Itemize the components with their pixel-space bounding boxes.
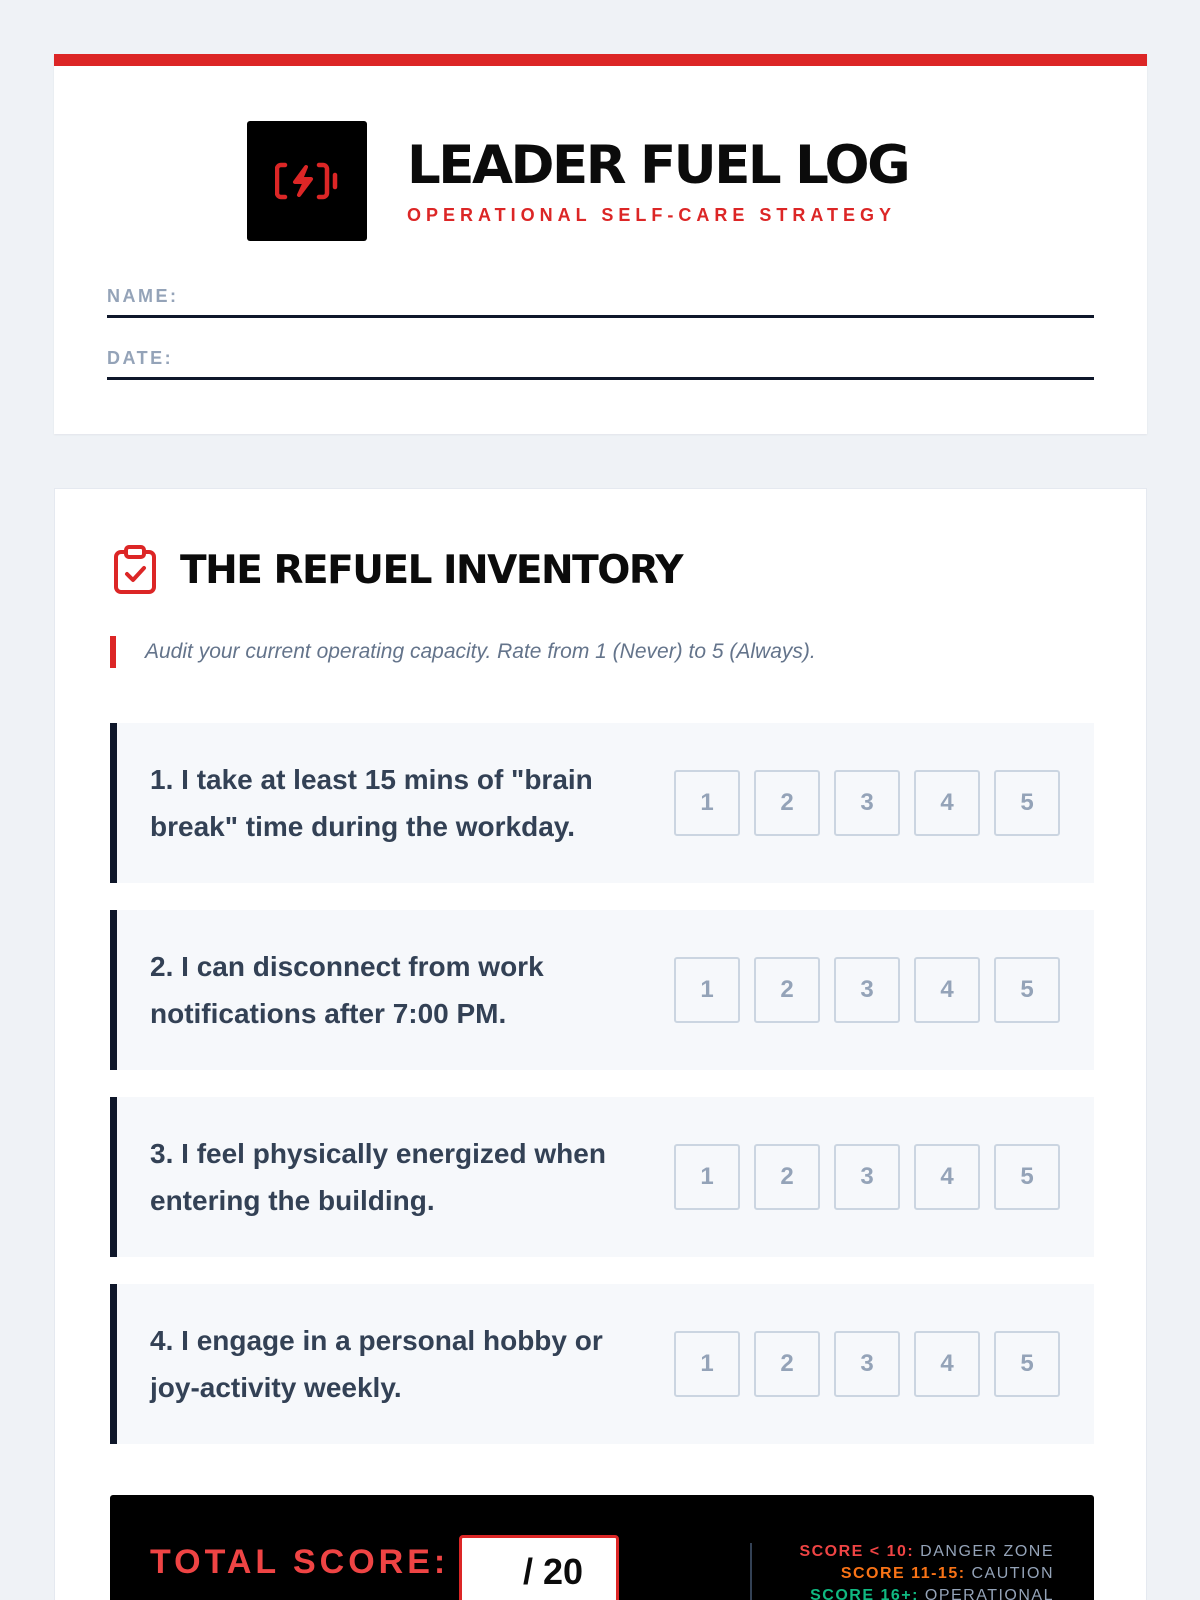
instructions: Audit your current operating capacity. Rate from 1 (Never) to 5 (Always).	[110, 636, 816, 668]
question-row	[110, 910, 1094, 1070]
section-header	[112, 544, 682, 596]
date-field-row	[107, 340, 1094, 380]
rating-option[interactable]: 2	[754, 1144, 820, 1210]
question-text: 2. I can disconnect from work notifications after 7:00 PM.	[150, 951, 544, 1029]
legend-item	[799, 1541, 1054, 1563]
legend-key: SCORE 11-15:	[840, 1565, 966, 1582]
name-field-row	[107, 278, 1094, 318]
legend-value: DANGER ZONE	[920, 1543, 1054, 1560]
question-text: 4. I engage in a personal hobby or joy-activity weekly.	[150, 1325, 603, 1403]
page-title: LEADER FUEL LOG	[407, 134, 909, 196]
rating-option[interactable]: 4	[914, 1144, 980, 1210]
section-title: THE REFUEL INVENTORY	[180, 547, 683, 593]
rating-option[interactable]: 2	[754, 1331, 820, 1397]
question-text: 3. I feel physically energized when entering the building.	[150, 1138, 606, 1216]
question-row	[110, 723, 1094, 883]
clipboard-check-icon	[112, 544, 158, 596]
rating-option[interactable]: 1	[674, 1144, 740, 1210]
rating-option[interactable]: 2	[754, 770, 820, 836]
date-label: DATE:	[107, 348, 174, 368]
legend-key: SCORE 16+:	[810, 1587, 919, 1600]
score-input[interactable]	[495, 1552, 523, 1592]
page-subtitle: OPERATIONAL SELF-CARE STRATEGY	[407, 204, 897, 225]
total-score-label: TOTAL SCORE:	[150, 1543, 450, 1581]
inventory-card	[54, 488, 1147, 1600]
date-input[interactable]	[197, 344, 1094, 374]
rating-option[interactable]: 5	[994, 957, 1060, 1023]
brand	[247, 121, 908, 241]
rating-options	[674, 770, 1060, 836]
question-row	[110, 1097, 1094, 1257]
score-bar	[110, 1495, 1094, 1600]
name-input[interactable]	[197, 282, 1094, 312]
rating-option[interactable]: 3	[834, 957, 900, 1023]
name-label: NAME:	[107, 286, 179, 306]
header-card	[54, 54, 1147, 434]
brand-text	[407, 134, 909, 225]
question-text: 1. I take at least 15 mins of "brain break" time during the workday.	[150, 764, 593, 842]
rating-option[interactable]: 2	[754, 957, 820, 1023]
rating-options	[674, 1331, 1060, 1397]
legend-item	[799, 1585, 1054, 1600]
rating-option[interactable]: 4	[914, 957, 980, 1023]
rating-option[interactable]: 1	[674, 770, 740, 836]
rating-option[interactable]: 1	[674, 1331, 740, 1397]
divider	[750, 1543, 752, 1600]
rating-option[interactable]: 4	[914, 1331, 980, 1397]
legend-value: CAUTION	[971, 1565, 1054, 1582]
legend-key: SCORE < 10:	[799, 1543, 915, 1560]
rating-options	[674, 1144, 1060, 1210]
rating-option[interactable]: 3	[834, 1331, 900, 1397]
rating-option[interactable]: 4	[914, 770, 980, 836]
rating-option[interactable]: 5	[994, 770, 1060, 836]
rating-option[interactable]: 1	[674, 957, 740, 1023]
battery-charging-icon	[247, 121, 367, 241]
score-box	[459, 1535, 619, 1600]
legend-item	[799, 1563, 1054, 1585]
score-max: / 20	[522, 1551, 584, 1592]
rating-option[interactable]: 5	[994, 1331, 1060, 1397]
rating-option[interactable]: 3	[834, 770, 900, 836]
score-legend	[799, 1541, 1054, 1600]
rating-option[interactable]: 3	[834, 1144, 900, 1210]
question-row	[110, 1284, 1094, 1444]
legend-value: OPERATIONAL	[924, 1587, 1054, 1600]
rating-options	[674, 957, 1060, 1023]
rating-option[interactable]: 5	[994, 1144, 1060, 1210]
